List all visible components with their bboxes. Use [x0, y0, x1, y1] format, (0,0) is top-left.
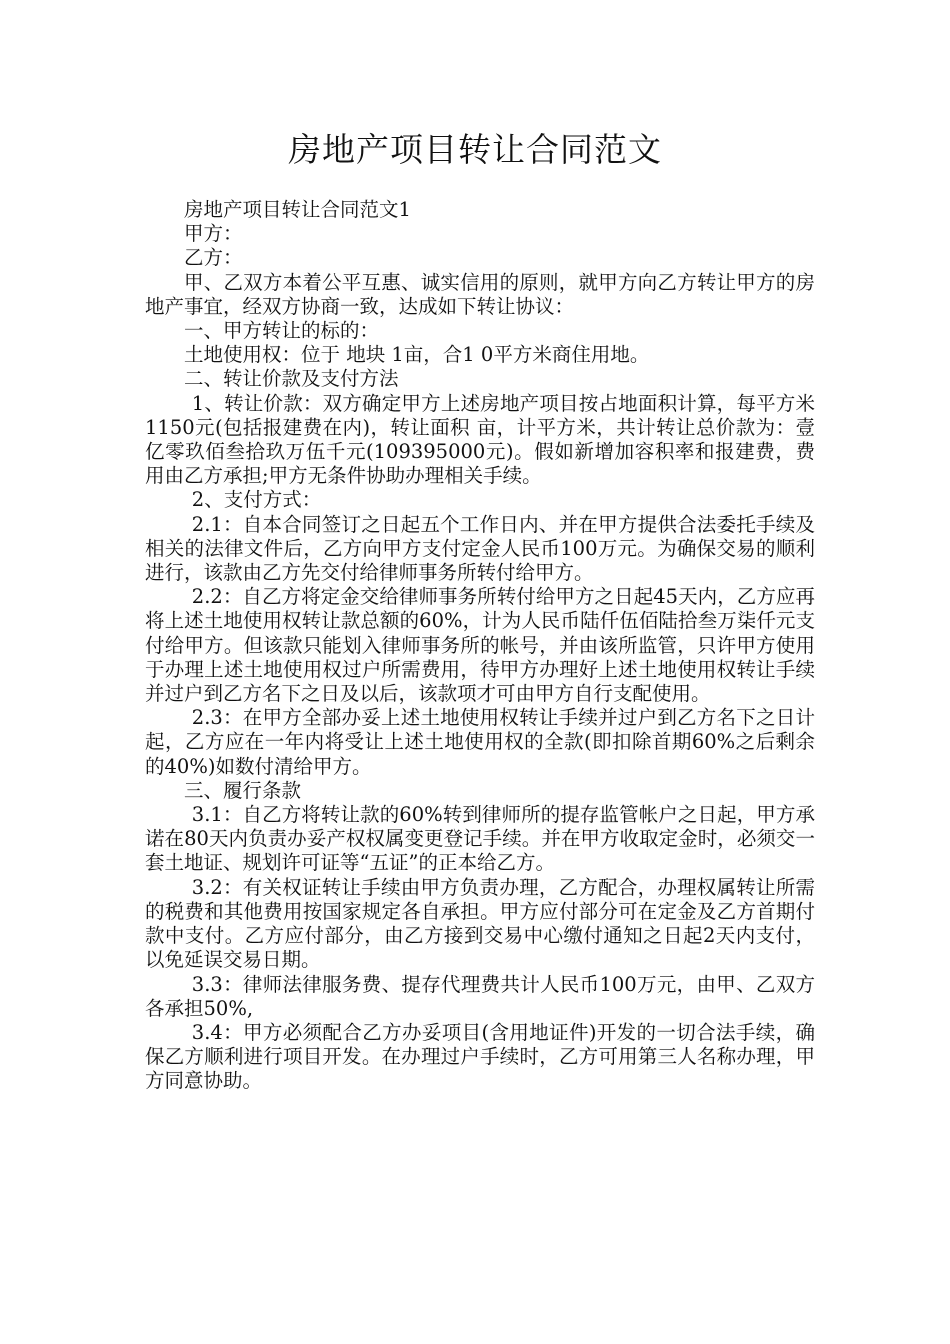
- clause-2-1: 2.1：自本合同签订之日起五个工作日内、并在甲方提供合法委托手续及相关的法律文件后，乙方向甲方支付定金人民币100万元。为确保交易的顺利进行，该款由乙方先交付给律师事务所转付给甲方。: [145, 512, 815, 585]
- clause-2-payment: 2、支付方式：: [191, 488, 322, 512]
- clause-3-3: 3.3：律师法律服务费、提存代理费共计人民币100万元，由甲、乙双方各承担50%,: [145, 972, 815, 1020]
- section-heading-1: 一、甲方转让的标的：: [184, 319, 380, 343]
- clause-3-1: 3.1：自乙方将转让款的60%转到律师所的提存监管帐户之日起，甲方承诺在80天内负责办妥产权权属变更登记手续。并在甲方收取定金时，必须交一套土地证、规划许可证等“五证”的正本给乙方。: [145, 803, 815, 875]
- clause-2-2: 2.2：自乙方将定金交给律师事务所转付给甲方之日起45天内，乙方应再将上述土地使用权转让款总额的60%，计为人民币陆仟伍佰陆拾叁万柒仟元支付给甲方。但该款只能划入律师事务所的帐号，并由该所监管，只许甲方使用于办理上述土地使用权过户所需费用，待甲方办理好上述土地使用权转让手续并过户到乙方名下之日及以后，该款项才可由甲方自行支配使用。: [145, 585, 815, 706]
- section-heading-3: 三、履行条款: [184, 778, 302, 802]
- clause-2-3: 2.3：在甲方全部办妥上述土地使用权转让手续并过户到乙方名下之日计起，乙方应在一年内将受让上述土地使用权的全款(即扣除首期60%之后剩余的40%)如数付清给甲方。: [145, 706, 815, 778]
- paragraph-land-use: 土地使用权：位于 地块 1亩，合1 0平方米商住用地。: [184, 343, 650, 367]
- paragraph-party-a: 甲方：: [184, 222, 243, 246]
- clause-3-2: 3.2：有关权证转让手续由甲方负责办理，乙方配合，办理权属转让所需的税费和其他费用按国家规定各自承担。甲方应付部分可在定金及乙方首期付款中支付。乙方应付部分，由乙方接到交易中心缴付通知之日起2天内支付，以免延误交易日期。: [145, 875, 815, 972]
- document-title: 房地产项目转让合同范文: [288, 130, 662, 169]
- section-heading-2: 二、转让价款及支付方法: [184, 367, 399, 391]
- clause-3-4: 3.4：甲方必须配合乙方办妥项目(含用地证件)开发的一切合法手续，确保乙方顺利进行项目开发。在办理过户手续时，乙方可用第三人名称办理，甲方同意协助。: [145, 1020, 815, 1093]
- document-body: [145, 198, 815, 1094]
- paragraph-preamble: 甲、乙双方本着公平互惠、诚实信用的原则，就甲方向乙方转让甲方的房地产事宜，经双方协商一致，达成如下转让协议：: [145, 270, 815, 318]
- clause-1-price: 1、转让价款：双方确定甲方上述房地产项目按占地面积计算，每平方米1150元(包括报建费在内)，转让面积 亩，计平方米，共计转让总价款为：壹亿零玖佰叁拾玖万伍千元(109395000元)。假如新增加容积率和报建费，费用由乙方承担;甲方无条件协助办理相关手续。: [145, 391, 815, 488]
- paragraph-party-b: 乙方：: [184, 246, 243, 270]
- paragraph-heading: 房地产项目转让合同范文1: [184, 198, 411, 221]
